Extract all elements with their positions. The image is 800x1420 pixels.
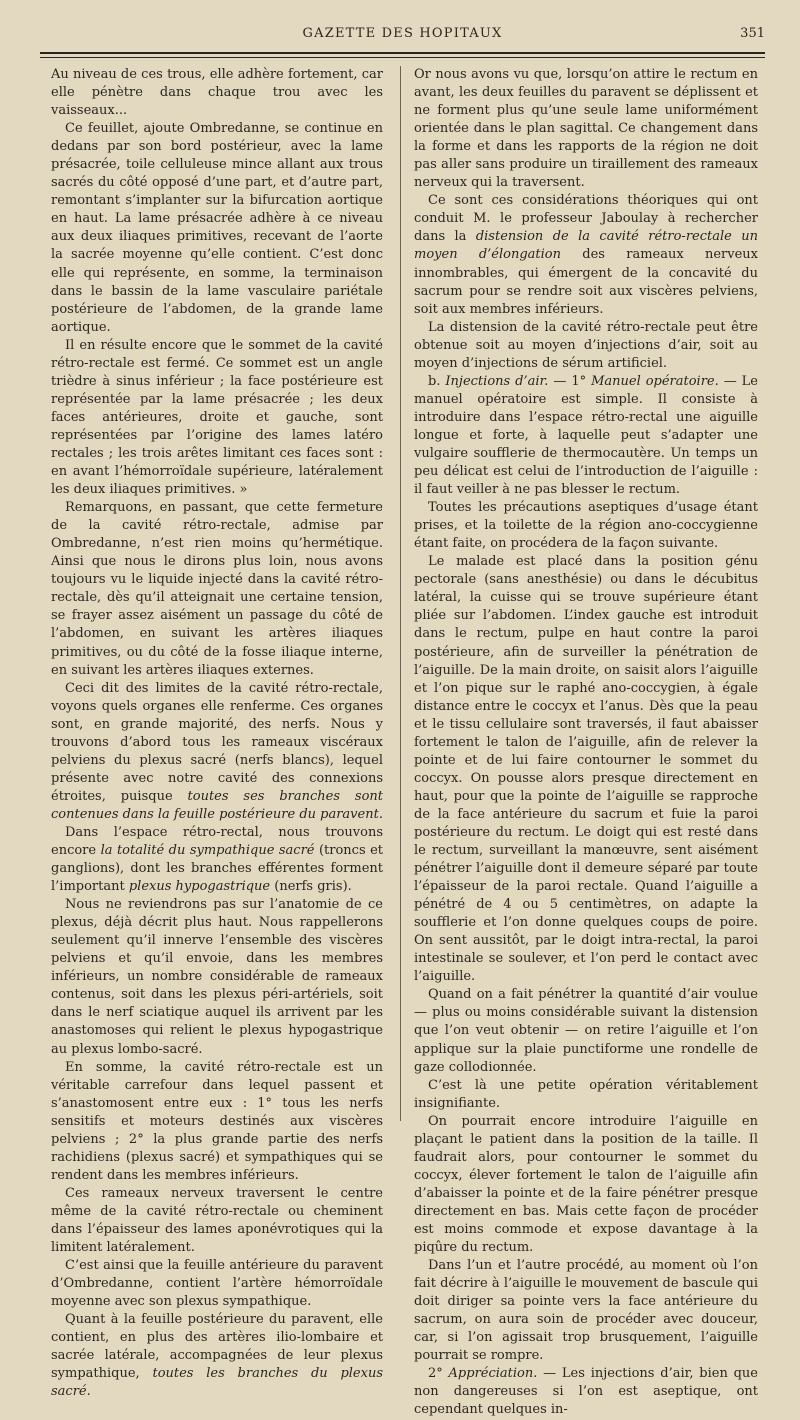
paragraph bbox=[51, 896, 383, 1058]
paragraph bbox=[51, 499, 383, 679]
paragraph bbox=[414, 499, 758, 553]
paragraph-text: Toutes les précautions aseptiques d’usage étant prises, et la toilette de la région ano-coccygienne étant faite, on procédera de la façon suivante. bbox=[414, 500, 758, 552]
paragraph bbox=[414, 553, 758, 986]
paragraph bbox=[414, 1113, 758, 1257]
paragraph bbox=[414, 192, 758, 318]
page-number: 351 bbox=[740, 26, 765, 41]
paragraph bbox=[414, 319, 758, 373]
paragraph bbox=[414, 373, 758, 499]
paragraph bbox=[51, 66, 383, 120]
column-divider bbox=[400, 66, 401, 1121]
paragraph-text: On pourrait encore introduire l’aiguille en plaçant le patient dans la position de la taille. Il faudrait alors, pour contourner le sommet du coccyx, élever fortement le talon de l’aiguille afin d’abaisser la pointe et de la faire pénétrer presque directement en bas. Mais cette façon de procéder est moins commode et expose davantage à la piqûre du rectum. bbox=[414, 1113, 758, 1256]
paragraph-text: En somme, la cavité rétro-rectale est un véritable carrefour dans lequel passent et s’anastomosent entre eux : 1° tous les nerfs sensitifs et moteurs destinés aux viscères pelviens ; 2° la plus grande partie des nerfs rachidiens (plexus sacré) et sympathiques qui se rendent dans les membres inférieurs. bbox=[51, 1059, 383, 1183]
paragraph bbox=[414, 986, 758, 1076]
paragraph-text: — 1° bbox=[548, 373, 592, 389]
paragraph bbox=[51, 1059, 383, 1185]
italic-text: Injections d’air. bbox=[445, 373, 549, 389]
header-rule-thin bbox=[40, 57, 765, 58]
paragraph-text: b. bbox=[428, 373, 446, 389]
paragraph-text: Quant à la feuille postérieure du paravent, elle contient, en plus des artères ilio-lombaire et sacrée latérale, accompagnées de leur plexus sympathique, bbox=[51, 1312, 383, 1382]
paragraph-text: Ce sont ces considérations théoriques qui ont conduit M. le professeur Jaboulay à rechercher dans la bbox=[414, 193, 758, 245]
paragraph-text: Quand on a fait pénétrer la quantité d’air voulue — plus ou moins considérable suivant la distension que l’on veut obtenir — on retire l’aiguille et l’on applique sur la plaie punctiforme une rondelle de gaze collodionnée. bbox=[414, 987, 758, 1075]
right-column bbox=[414, 66, 758, 1420]
paragraph-text: Ces rameaux nerveux traversent le centre même de la cavité rétro-rectale ou cheminent dans l’épaisseur des lames aponévrotiques qui la limitent latéralement. bbox=[51, 1185, 383, 1256]
paragraph-text: C’est là une petite opération véritablement insignifiante. bbox=[414, 1077, 758, 1111]
paragraph bbox=[51, 1257, 383, 1311]
italic-text: Manuel opératoire. bbox=[591, 373, 719, 389]
running-title: GAZETTE DES HOPITAUX bbox=[302, 26, 503, 41]
left-column bbox=[51, 66, 383, 1401]
paragraph bbox=[414, 1365, 758, 1419]
paragraph-text: — Le manuel opératoire est simple. Il consiste à introduire dans l’espace rétro-rectal une aiguille longue et forte, à laquelle peut s’adapter une vulgaire soufflerie de thermocautère. Un temps un peu délicat est celui de l’introduction de l’aiguille : il faut veiller à ne pas blesser le rectum. bbox=[414, 373, 758, 498]
paragraph-text: C’est ainsi que la feuille antérieure du paravent d’Ombredanne, contient l’artère hémorroïdale moyenne avec son plexus sympathique. bbox=[51, 1258, 383, 1310]
paragraph-text: — Les injections d’air, bien que non dangereuses si l’on est aseptique, ont cependant quelques in- bbox=[414, 1366, 759, 1418]
italic-text: toutes ses branches sont contenues dans la feuille postérieure du paravent. bbox=[51, 788, 384, 822]
italic-text: la totalité du sympathique sacré bbox=[100, 843, 315, 859]
paragraph-text: La distension de la cavité rétro-rectale peut être obtenue soit au moyen d’injections d’air, soit au moyen d’injections de sérum artificiel. bbox=[414, 319, 758, 371]
header-rule-thick bbox=[40, 52, 765, 54]
paragraph-text: Nous ne reviendrons pas sur l’anatomie de ce plexus, déjà décrit plus haut. Nous rappellerons seulement qu’il innerve l’ensemble des viscères pelviens et qu’il envoie, dans les membres inférieurs, un nombre considérable de rameaux contenus, soit dans les plexus péri-artériels, soit dans le nerf sciatique auquel ils arrivent par les anastomoses qui relient le plexus hypogastrique au plexus lombo-sacré. bbox=[51, 897, 383, 1057]
paragraph-text: Dans l’espace rétro-rectal, nous trouvons encore bbox=[51, 824, 383, 859]
page-header bbox=[40, 26, 765, 46]
italic-text: plexus hypogastrique bbox=[128, 879, 271, 895]
paragraph-text: (troncs et ganglions), dont les branches efférentes forment l’important bbox=[51, 843, 384, 895]
paragraph-text: des rameaux nerveux innombrables, qui émergent de la concavité du sacrum pour se rendre soit aux viscères pelviens, soit aux membres inférieurs. bbox=[414, 247, 759, 317]
paragraph bbox=[414, 1077, 758, 1113]
paragraph-text: Remarquons, en passant, que cette fermeture de la cavité rétro-rectale, admise par Ombredanne, n’est rien moins qu’hermétique. Ainsi que nous le dirons plus loin, nous avons toujours vu le liquide injecté dans la cavité rétro-rectale, dès qu’il atteignait une certaine tension, se frayer assez aisément un passage du côté de l’abdomen, en suivant les artères iliaques primitives, ou du côté de la fosse iliaque interne, en suivant les artères iliaques externes. bbox=[51, 500, 383, 678]
paragraph bbox=[51, 1185, 383, 1257]
paragraph-text: Ceci dit des limites de la cavité rétro-rectale, voyons quels organes elle renferme. Ces organes sont, en grande majorité, des nerfs. Nous y trouvons d’abord tous les rameaux viscéraux pelviens du plexus sacré (nerfs blancs), lequel présente avec notre cavité des connexions étroites, puisque bbox=[51, 680, 383, 804]
paragraph bbox=[51, 120, 383, 337]
paragraph-text: Or nous avons vu que, lorsqu’on attire le rectum en avant, les deux feuilles du paravent se déplissent et ne forment plus qu’une seule lame uniformément orientée dans le plan sagittal. Ce changement dans la forme et dans les rapports de la région ne doit pas aller sans produire un tiraillement des rameaux nerveux qui la traversent. bbox=[414, 67, 758, 191]
paragraph bbox=[51, 1311, 383, 1401]
italic-text: distension de la cavité rétro-rectale un moyen d’élongation bbox=[414, 229, 758, 263]
paragraph bbox=[51, 337, 383, 499]
paragraph-text: (nerfs gris). bbox=[270, 879, 352, 895]
paragraph-text: Ce feuillet, ajoute Ombredanne, se continue en dedans par son bord postérieur, avec la lame présacrée, toile celluleuse mince allant aux trous sacrés du côté opposé d’une part, et d’autre part, remontant s’implanter sur la bifurcation aortique en haut. La lame présacrée adhère à ce niveau aux deux iliaques primitives, recevant de l’aorte la sacrée moyenne qu’elle contient. C’est donc elle qui représente, en somme, la terminaison dans le bassin de la lame vasculaire pariétale postérieure de l’abdomen, de la grande lame aortique. bbox=[51, 121, 383, 335]
paragraph bbox=[51, 824, 383, 896]
italic-text: Appréciation. bbox=[448, 1366, 538, 1382]
paragraph-text: Il en résulte encore que le sommet de la cavité rétro-rectale est fermé. Ce sommet est un angle trièdre à sinus inférieur ; la face postérieure est représentée par la lame présacrée ; les deux faces antérieures, droite et gauche, sont représentées par l’origine des lames latéro rectales ; les trois arêtes limitant ces faces sont : en avant l’hémorroïdale supérieure, latéralement les deux iliaques primitives. » bbox=[51, 337, 383, 498]
paragraph-text: Au niveau de ces trous, elle adhère fortement, car elle pénètre dans chaque trou avec les vaisseaux... bbox=[51, 67, 383, 119]
paragraph-text: 2° bbox=[428, 1366, 449, 1382]
paragraph-text: Dans l’un et l’autre procédé, au moment où l’on fait décrire à l’aiguille le mouvement de bascule qui doit diriger sa pointe vers la face antérieure du sacrum, on aura soin de procéder avec douceur, car, si l’on agissait trop brusquement, l’aiguille pourrait se rompre. bbox=[414, 1258, 758, 1364]
paragraph bbox=[414, 66, 758, 192]
paragraph-text: Le malade est placé dans la position génu pectorale (sans anesthésie) ou dans le décubitus latéral, la cuisse qui se trouve supérieure étant pliée sur l’abdomen. L’index gauche est introduit dans le rectum, pulpe en haut contre la paroi postérieure, afin de surveiller la pénétration de l’aiguille. De la main droite, on saisit alors l’aiguille et l’on pique sur le raphé ano-coccygien, à égale distance entre le coccyx et l’anus. Dès que la peau et le tissu cellulaire sont traversés, il faut abaisser fortement le talon de l’aiguille, afin de relever la pointe et de lui faire contourner le sommet du coccyx. On pousse alors presque directement en haut, pour que la pointe de l’aiguille se rapproche de la face antérieure du sacrum et fuie la paroi postérieure du rectum. Le doigt qui est resté dans le rectum, surveillant la manœuvre, sent aisément pénétrer l’aiguille dont il demeure séparé par toute l’épaisseur de la paroi rectale. Quand l’aiguille a pénétré de 4 ou 5 centimètres, on adapte la soufflerie et l’on donne quelques coups de poire. On sent aussitôt, par le doigt intra-rectal, la paroi intestinale se soulever, et l’on perd le contact avec l’aiguille. bbox=[414, 554, 758, 985]
paragraph bbox=[51, 680, 383, 824]
paragraph bbox=[414, 1257, 758, 1365]
italic-text: toutes les branches du plexus sacré. bbox=[51, 1366, 384, 1400]
